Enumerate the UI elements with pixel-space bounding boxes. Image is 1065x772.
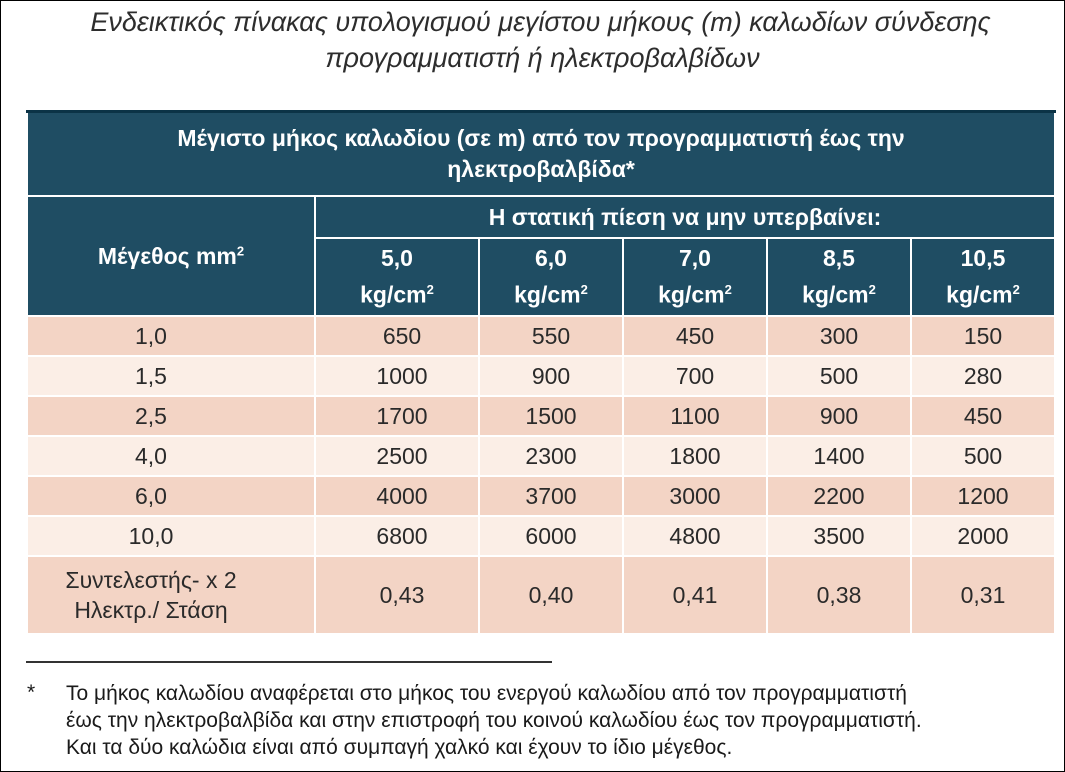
table-row — [27, 316, 1055, 356]
factor-label-line-2: Ηλεκτρ./ Στάση — [74, 597, 228, 623]
table-row — [27, 356, 1055, 396]
size-cell: 1,0 — [27, 316, 315, 356]
value-cell: 650 — [315, 316, 479, 356]
factor-value-cell: 0,41 — [623, 556, 767, 634]
value-cell: 2000 — [911, 516, 1055, 556]
size-cell: 10,0 — [27, 516, 315, 556]
value-cell: 1200 — [911, 476, 1055, 516]
factor-value-cell: 0,38 — [767, 556, 911, 634]
value-cell: 6000 — [479, 516, 623, 556]
document-title-line-1: Ενδεικτικός πίνακας υπολογισμού μεγίστου μήκους (m) καλωδίων σύνδεσης — [90, 7, 991, 37]
size-cell: 2,5 — [27, 396, 315, 436]
table-row — [27, 516, 1055, 556]
pressure-column-header: 6,0 $kg/cm^2$ — [479, 238, 623, 316]
factor-row — [27, 556, 1055, 634]
footnote-line-1: Το μήκος καλωδίου αναφέρεται στο μήκος του ενεργού καλωδίου από τον προγραμματιστή — [66, 682, 907, 705]
value-cell: 900 — [767, 396, 911, 436]
cable-length-table-container — [26, 110, 1054, 635]
document-title — [0, 4, 1065, 76]
value-cell: 3000 — [623, 476, 767, 516]
value-cell: 2200 — [767, 476, 911, 516]
size-column-header-sup: 2 — [236, 242, 245, 258]
value-cell: 500 — [911, 436, 1055, 476]
value-cell: 1500 — [479, 396, 623, 436]
factor-label-cell — [27, 556, 315, 634]
value-cell: 1100 — [623, 396, 767, 436]
size-cell: 4,0 — [27, 436, 315, 476]
footnote-text — [66, 680, 1056, 761]
size-column-header-label: Μέγεθος mm — [97, 242, 237, 269]
pressure-column-header: 8,5 $kg/cm^2$ — [767, 238, 911, 316]
factor-value-cell: 0,40 — [479, 556, 623, 634]
table-row — [27, 436, 1055, 476]
table-row — [27, 396, 1055, 436]
value-cell: 300 — [767, 316, 911, 356]
size-cell: 6,0 — [27, 476, 315, 516]
cable-length-table — [26, 110, 1056, 635]
pressure-group-header: Η στατική πίεση να μην υπερβαίνει: — [315, 196, 1055, 238]
value-cell: 550 — [479, 316, 623, 356]
size-cell: 1,5 — [27, 356, 315, 396]
value-cell: 900 — [479, 356, 623, 396]
value-cell: 3500 — [767, 516, 911, 556]
footnote-divider — [26, 661, 552, 663]
value-cell: 150 — [911, 316, 1055, 356]
value-cell: 280 — [911, 356, 1055, 396]
footnote-line-2: έως την ηλεκτροβαλβίδα και στην επιστροφή του κοινού καλωδίου έως τον προγραμματιστή. — [66, 709, 922, 732]
pressure-column-header: 7,0 $kg/cm^2$ — [623, 238, 767, 316]
value-cell: 2500 — [315, 436, 479, 476]
value-cell: 1700 — [315, 396, 479, 436]
value-cell: 1000 — [315, 356, 479, 396]
value-cell: 3700 — [479, 476, 623, 516]
value-cell: 6800 — [315, 516, 479, 556]
value-cell: 700 — [623, 356, 767, 396]
value-cell: 450 — [623, 316, 767, 356]
pressure-column-header: 5,0 $kg/cm^2$ — [315, 238, 479, 316]
factor-label-line-1: Συντελεστής- x 2 — [65, 567, 237, 593]
value-cell: 1400 — [767, 436, 911, 476]
value-cell: 1800 — [623, 436, 767, 476]
footnote-marker: * — [27, 681, 36, 704]
value-cell: 4800 — [623, 516, 767, 556]
table-main-header: Μέγιστο μήκος καλωδίου (σε m) από τον προγραμματιστή έως την ηλεκτροβαλβίδα* — [27, 112, 1055, 197]
factor-value-cell: 0,43 — [315, 556, 479, 634]
factor-value-cell: 0,31 — [911, 556, 1055, 634]
document-title-line-2: προγραμματιστή ή ηλεκτροβαλβίδων — [325, 43, 760, 73]
size-column-header — [27, 196, 315, 316]
pressure-column-header: 10,5 $kg/cm^2$ — [911, 238, 1055, 316]
value-cell: 500 — [767, 356, 911, 396]
table-row — [27, 476, 1055, 516]
value-cell: 2300 — [479, 436, 623, 476]
footnote-line-3: Και τα δύο καλώδια είναι από συμπαγή χαλκό και έχουν το ίδιο μέγεθος. — [66, 736, 733, 759]
value-cell: 4000 — [315, 476, 479, 516]
value-cell: 450 — [911, 396, 1055, 436]
